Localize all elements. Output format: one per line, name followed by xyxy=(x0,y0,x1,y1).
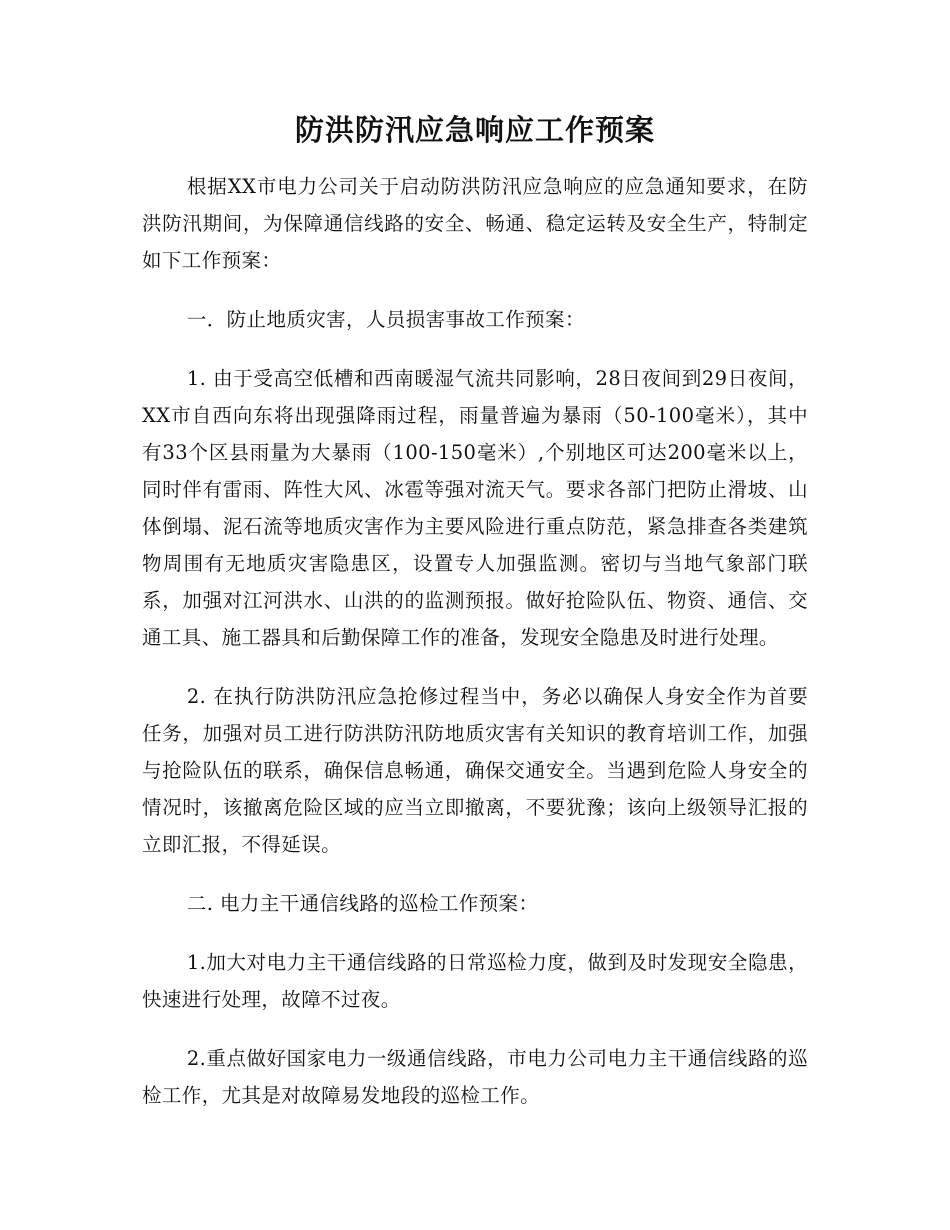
section-two-item-1: 1.加大对电力主干通信线路的日常巡检力度，做到及时发现安全隐患，快速进行处理，故障不过夜。 xyxy=(142,951,808,1011)
intro-paragraph: 根据XX市电力公司关于启动防洪防汛应急响应的应急通知要求，在防洪防汛期间，为保障通信线路的安全、畅通、稳定运转及安全生产，特制定如下工作预案： xyxy=(142,175,808,272)
section-two-item-2: 2.重点做好国家电力一级通信线路，市电力公司电力主干通信线路的巡检工作，尤其是对故障易发地段的巡检工作。 xyxy=(142,1047,808,1107)
section-one-item-1: 1. 由于受高空低槽和西南暖湿气流共同影响，28日夜间到29日夜间，XX市自西向东将出现强降雨过程，雨量普遍为暴雨（50-100毫米），其中有33个区县雨量为大暴雨（100-150毫米）,个别地区可达200毫米以上，同时伴有雷雨、阵性大风、冰雹等强对流天气。要求各部门把防止滑坡、山体倒塌、泥石流等地质灾害作为主要风险进行重点防范，紧急排查各类建筑物周围有无地质灾害隐患区，设置专人加强监测。密切与当地气象部门联系，加强对江河洪水、山洪的的监测预报。做好抢险队伍、物资、通信、交通工具、施工器具和后勤保障工作的准备，发现安全隐患及时进行处理。 xyxy=(142,367,808,649)
document-title: 防洪防汛应急响应工作预案 xyxy=(294,113,655,147)
document-body xyxy=(142,168,808,1136)
section-two-heading: 二. 电力主干通信线路的巡检工作预案： xyxy=(186,892,539,915)
section-one-item-2: 2. 在执行防洪防汛应急抢修过程当中，务必以确保人身安全作为首要任务，加强对员工进行防洪防汛防地质灾害有关知识的教育培训工作，加强与抢险队伍的联系，确保信息畅通，确保交通安全。当遇到危险人身安全的情况时，该撤离危险区域的应当立即撤离，不要犹豫；该向上级领导汇报的立即汇报，不得延误。 xyxy=(142,685,808,856)
section-one-heading: 一．防止地质灾害，人员损害事故工作预案： xyxy=(186,308,585,331)
